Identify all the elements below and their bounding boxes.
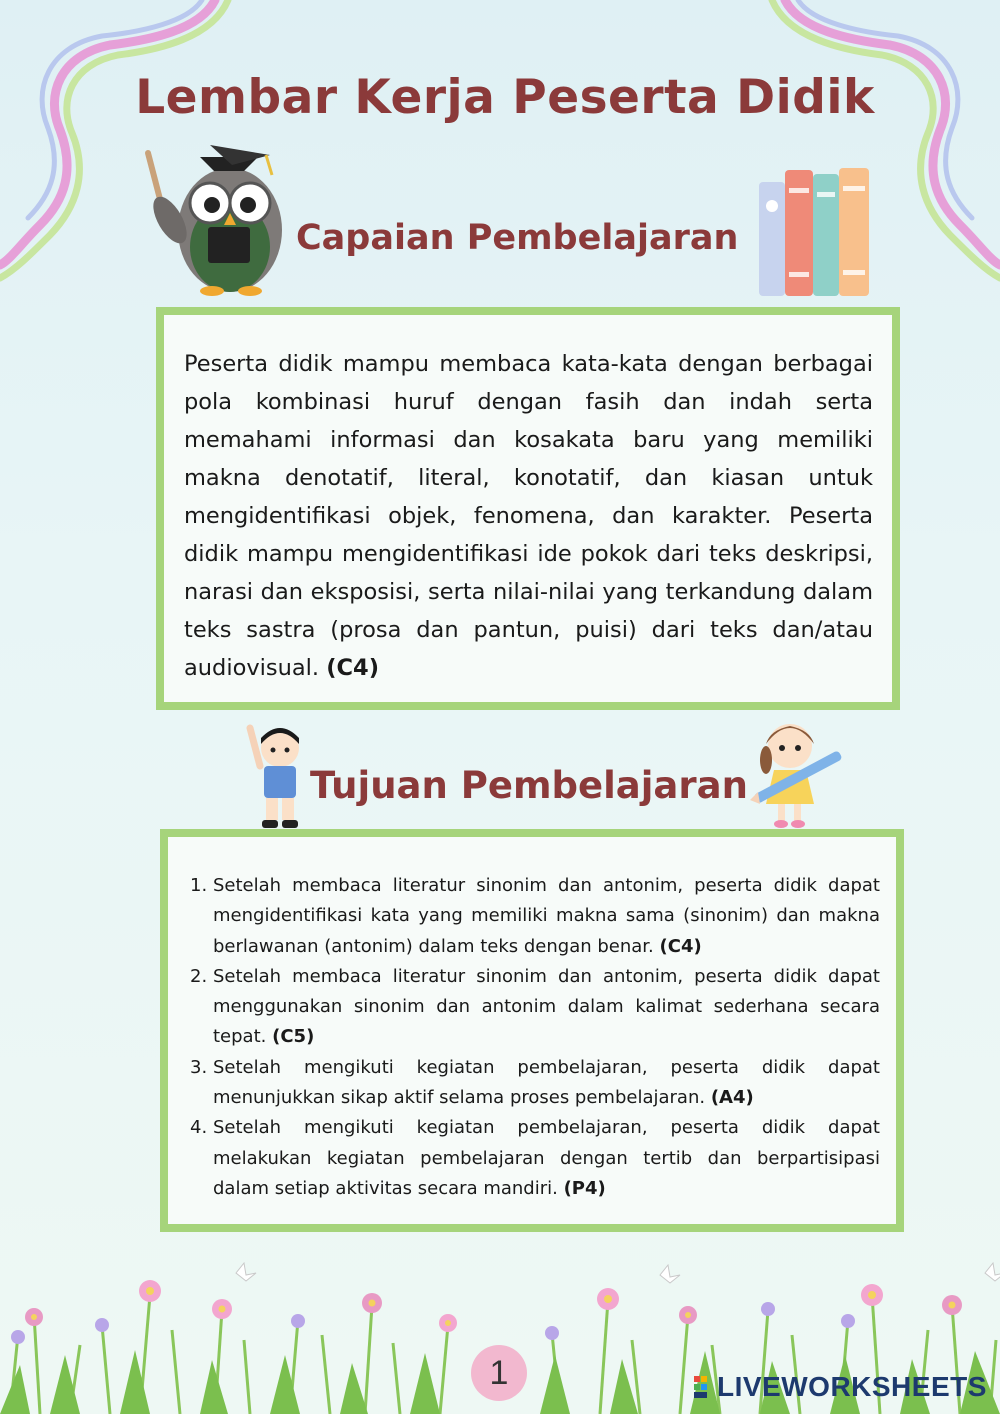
list-item-text: Setelah membaca literatur sinonim dan antonim, peserta didik dapat mengidentifikasi kata yang memiliki makna sama (sinonim) dan makna berlawanan (antonim) dalam teks dengan benar. xyxy=(213,875,880,957)
tujuan-list xyxy=(190,871,880,1204)
list-item xyxy=(190,962,880,1053)
boy-waving-illustration xyxy=(238,722,318,832)
list-item xyxy=(190,1053,880,1114)
liveworksheets-logo-icon xyxy=(694,1376,714,1398)
capaian-box xyxy=(156,307,900,710)
capaian-body: Peserta didik mampu membaca kata-kata dengan berbagai pola kombinasi huruf dengan fasih dan indah serta memahami informasi dan kosakata baru yang memiliki makna denotatif, literal, konotatif, dan kiasan untuk mengidentifikasi objek, fenomena, dan karakter. Peserta didik mampu mengidentifikasi ide pokok dari teks deskripsi, narasi dan eksposisi, serta nilai-nilai yang terkandung dalam teks sastra (prosa dan pantun, puisi) dari teks dan/atau audiovisual. xyxy=(184,351,873,681)
list-item-tag: (P4) xyxy=(563,1177,606,1199)
list-item-tag: (C5) xyxy=(272,1026,315,1048)
list-item-text: Setelah mengikuti kegiatan pembelajaran, peserta didik dapat melakukan kegiatan pembelajaran dengan tertib dan berpartisipasi dalam setiap aktivitas secara mandiri. xyxy=(213,1117,880,1199)
list-item xyxy=(190,1113,880,1204)
list-item xyxy=(190,871,880,962)
list-item-text: Setelah membaca literatur sinonim dan antonim, peserta didik dapat menggunakan sinonim dan antonim dalam kalimat sederhana secara tepat. xyxy=(213,965,880,1048)
list-item-number: 1. xyxy=(190,875,208,896)
capaian-heading: Capaian Pembelajaran xyxy=(296,218,739,258)
girl-pencil-illustration xyxy=(744,712,854,830)
tujuan-box xyxy=(160,829,904,1232)
list-item-number: 2. xyxy=(190,965,208,987)
list-item-tag: (C4) xyxy=(659,935,702,957)
capaian-tag: (C4) xyxy=(326,655,379,681)
brand-name: LIVEWORKSHEETS xyxy=(717,1371,987,1402)
list-item-number: 4. xyxy=(190,1117,208,1139)
list-item-tag: (A4) xyxy=(710,1087,754,1109)
brand-footer xyxy=(694,1371,987,1403)
page-number-badge: 1 xyxy=(471,1345,527,1401)
owl-teacher-illustration xyxy=(140,135,285,300)
list-item-number: 3. xyxy=(190,1056,208,1078)
books-illustration xyxy=(755,160,880,300)
page-title: Lembar Kerja Peserta Didik xyxy=(135,70,875,125)
capaian-text xyxy=(184,345,873,687)
tujuan-heading: Tujuan Pembelajaran xyxy=(310,764,748,807)
list-item-text: Setelah mengikuti kegiatan pembelajaran, peserta didik dapat menunjukkan sikap aktif selama proses pembelajaran. xyxy=(213,1056,880,1109)
